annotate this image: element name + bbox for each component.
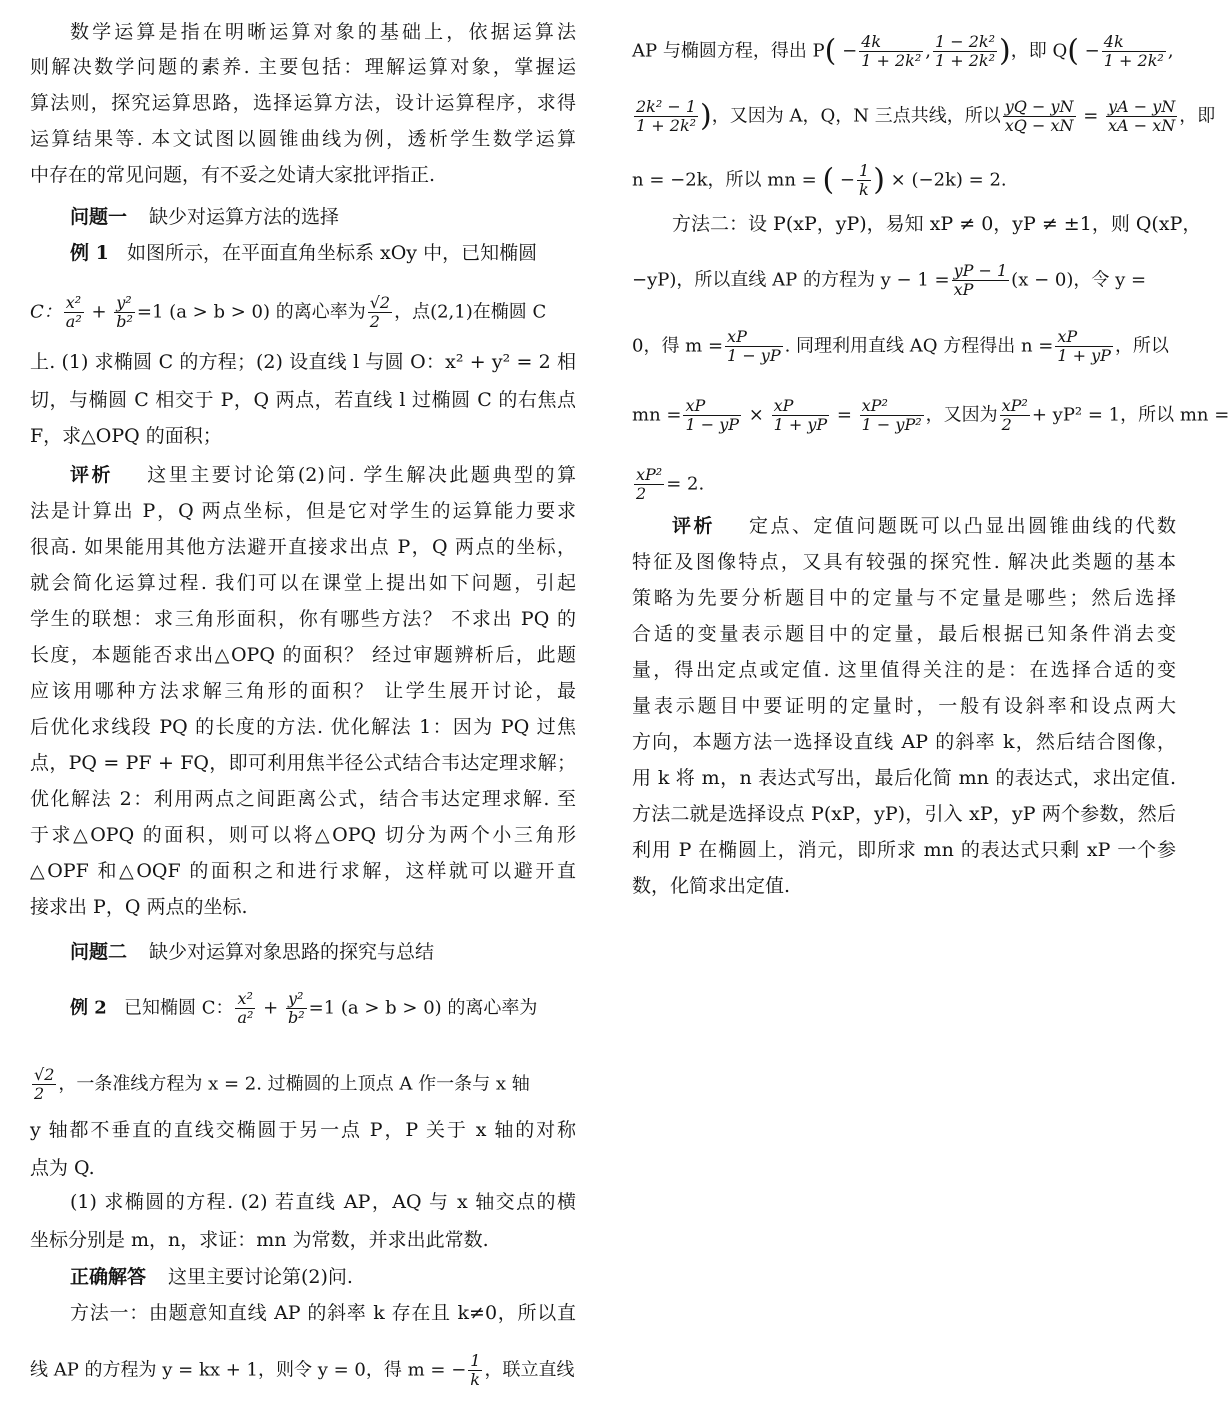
fraction: $\frac{4k}{\text{1 + 2k²}}$ [861,32,922,70]
fraction: $\frac{\text{xP²}}{2}$ [636,465,663,503]
example-text: 如图所示，在平面直角坐标系 xOy 中，已知椭圆 [126,242,538,264]
method-text: . 同理利用直线 AQ 方程得出 n = [784,335,1054,357]
analysis-2-line: 数，化简求出定值. [632,875,791,897]
equation-text: ，点(2,1)在椭圆 C [394,301,547,323]
example-1-line: F，求△OPQ 的面积； [30,425,222,447]
method-text: mn = [632,404,682,426]
analysis-1-line: 点，PQ = PF + FQ，即可利用焦半径公式结合韦达定理求解； [30,752,576,774]
intro-line: 中存在的常见问题，有不妥之处请大家批评指正. [30,164,436,186]
method-text: n = −2k，所以 mn = [632,169,817,191]
example-2-line: 坐标分别是 m，n，求证：mn 为常数，并求出此常数. [30,1229,489,1251]
fraction: $\frac{\text{x²}}{\text{a²}}$ [65,293,82,331]
analysis-1-line: 优化解法 2：利用两点之间距离公式，结合韦达定理求解. 至 [30,788,576,810]
equation-text: =1 (a > b > 0) 的离心率为 [308,997,538,1019]
method-text: ，所以 [1114,335,1169,357]
analysis-2-line: 策略为先要分析题目中的定量与不定量是哪些；然后选择 [632,587,1176,609]
fraction: $\frac{xP}{1 + yP}$ [1057,327,1111,365]
method-text: × (−2k) = 2. [890,169,1007,191]
intro-line: 则解决数学问题的素养. 主要包括：理解运算对象，掌握运 [30,56,576,78]
analysis-1-line: 长度，本题能否求出△OPQ 的面积？ 经过审题辨析后，此题 [30,644,576,666]
example-label: 例 2 [70,997,107,1019]
fraction: $\frac{yA - yN}{xA - xN}$ [1108,97,1176,135]
analysis-1-line: 学生的联想：求三角形面积，你有哪些方法？ 不求出 PQ 的 [30,608,576,630]
fraction: $\frac{\text{y²}}{\text{b²}}$ [116,293,133,331]
method-2-line [632,261,1176,299]
analysis-1-line [30,463,576,487]
analysis-2-line: 用 k 将 m，n 表达式写出，最后化简 mn 的表达式，求出定值. [632,767,1176,789]
section-label: 问题二 [70,941,128,963]
solution-line [30,1351,576,1389]
fraction: $\frac{√2}{2}$ [369,293,391,331]
section-title: 缺少对运算方法的选择 [149,206,340,228]
solution-line: 方法一：由题意知直线 AP 的斜率 k 存在且 k≠0，所以直 [70,1302,576,1324]
example-2-line: 点为 Q. [30,1157,95,1179]
example-2-line: (1) 求椭圆的方程. (2) 若直线 AP，AQ 与 x 轴交点的横 [70,1191,576,1213]
example-text: 已知椭圆 C： [123,997,234,1019]
fraction: $\frac{\text{x²}}{\text{a²}}$ [237,989,254,1027]
fraction: $\frac{\text{xP²}}{\text{1 − yP²}}$ [861,396,922,434]
example-2-line: y 轴都不垂直的直线交椭圆于另一点 P，P 关于 x 轴的对称 [30,1119,576,1141]
analysis-2-line: 方向，本题方法一选择设直线 AP 的斜率 k，然后结合图像， [632,731,1176,753]
fraction: $\frac{4k}{\text{1 + 2k²}}$ [1103,32,1164,70]
method-1-line: AP 与椭圆方程，得出 P( − $\frac{4k}{\text{1 + 2k²}}$ , $\frac{\text{1 − 2k²}}{\text{1 + 2k²}}$ )，即 Q( − $\frac{4k}{\text{1 + 2k²}}$ , [632,32,1174,70]
method-text: = 2. [666,473,705,495]
method-1-line: $\frac{\text{2k² − 1}}{\text{1 + 2k²}}$ )，又因为 A，Q，N 三点共线，所以 $\frac{yQ - yN}{xQ - xN}$ = $\frac{yA - yN}{xA - xN}$ ，即 [636,97,1216,135]
analysis-2-line: 利用 P 在椭圆上，消元，即所求 mn 的表达式只剩 xP 一个参 [632,839,1176,861]
analysis-label: 评析 [70,464,114,486]
method-2-line [632,465,1176,503]
analysis-1-line: △OPF 和△OQF 的面积之和进行求解，这样就可以避开直 [30,860,576,882]
solution-title: 这里主要讨论第(2)问. [168,1266,353,1288]
method-1-line: n = −2k，所以 mn = ( − $\frac{1}{k}$ ) × (−2k) = 2. [632,161,1007,199]
method-text: ，即 Q [1010,40,1068,62]
intro-line: 算法则，探究运算思路，选择运算方法，设计运算程序，求得 [30,92,576,114]
method-2-line: mn = $\frac{xP}{1 - yP}$ × $\frac{xP}{1 + yP}$ = $\frac{\text{xP²}}{\text{1 − yP²}}$ ，又因为 $\frac{\text{xP²}}{2}$ + yP² = 1，所以 mn = [632,396,1229,434]
analysis-text: 这里主要讨论第(2)问. 学生解决此题典型的算 [147,464,576,486]
example-2-line [30,1065,576,1103]
fraction: $\frac{xP}{1 - yP}$ [727,327,781,365]
section-title: 缺少对运算对象思路的探究与总结 [149,941,435,963]
fraction: $\frac{\text{y²}}{\text{b²}}$ [287,989,305,1027]
analysis-2-line: 合适的变量表示题目中的定量，最后根据已知条件消去变 [632,623,1176,645]
solution-label: 正确解答 [70,1266,147,1288]
analysis-1-line: 后优化求线段 PQ 的长度的方法. 优化解法 1：因为 PQ 过焦 [30,716,576,738]
analysis-1-line: 应该用哪种方法求解三角形的面积？ 让学生展开讨论，最 [30,680,576,702]
example-1-line: 切，与椭圆 C 相交于 P，Q 两点，若直线 l 过椭圆 C 的右焦点 [30,389,576,411]
method-text: + yP² = 1，所以 mn = [1031,404,1229,426]
analysis-2-line: 量表示题目中要证明的定量时，一般有设斜率和设点两大 [632,695,1176,717]
method-text: ，又因为 [925,404,998,426]
analysis-2-line [632,514,1176,538]
fraction: $\frac{\text{2k² − 1}}{\text{1 + 2k²}}$ [636,97,697,135]
fraction: $\frac{\text{1 − 2k²}}{\text{1 + 2k²}}$ [934,32,996,70]
example-2-equation-line: 例 2 已知椭圆 C： $\frac{\text{x²}}{\text{a²}}$ + $\frac{\text{y²}}{\text{b²}}$ =1 (a > b > 0) 的离心率为 [70,989,538,1027]
solution-heading [30,1265,576,1289]
analysis-label: 评析 [672,515,715,537]
equation-text: =1 (a > b > 0) 的离心率为 [136,301,366,323]
example-1-line: 上. (1) 求椭圆 C 的方程；(2) 设直线 l 与圆 O：x² + y² = 2 相 [30,351,576,373]
section-heading-2 [30,940,576,964]
method-text: (x − 0)，令 y = [1011,269,1147,291]
example-label: 例 1 [70,242,109,264]
analysis-1-line: 于求△OPQ 的面积，则可以将△OPQ 切分为两个小三角形 [30,824,576,846]
analysis-1-line: 法是计算出 P，Q 两点坐标，但是它对学生的运算能力要求 [30,500,576,522]
analysis-2-line: 特征及图像特点，又具有较强的探究性. 解决此类题的基本 [632,551,1176,573]
analysis-1-line: 很高. 如果能用其他方法避开直接求出点 P，Q 两点的坐标， [30,536,576,558]
method-text: −yP)，所以直线 AP 的方程为 y − 1 = [632,269,950,291]
method-text: 0，得 m = [632,335,724,357]
analysis-text: 定点、定值问题既可以凸显出圆锥曲线的代数 [749,515,1176,537]
analysis-1-line: 接求出 P，Q 两点的坐标. [30,896,248,918]
fraction: $\frac{\text{xP²}}{2}$ [1001,396,1028,434]
example-1-equation-line: C： $\frac{\text{x²}}{\text{a²}}$ + $\frac{\text{y²}}{\text{b²}}$ =1 (a > b > 0) 的离心率为 $\frac{√2}{2}$ ，点(2,1)在椭圆 C [30,293,547,331]
fraction: $\frac{yQ - yN}{xQ - xN}$ [1004,97,1074,135]
analysis-2-line: 量，得出定点或定值. 这里值得关注的是：在选择合适的变 [632,659,1176,681]
example-text: ，一条准线方程为 x = 2. 过椭圆的上顶点 A 作一条与 x 轴 [58,1073,530,1095]
fraction: $\frac{√2}{2}$ [34,1065,55,1103]
solution-text: ，联立直线 [484,1359,575,1381]
method-2-line [632,327,1176,365]
section-label: 问题一 [70,206,128,228]
fraction: $\frac{yP - 1}{xP}$ [953,261,1008,299]
analysis-1-line: 就会简化运算过程. 我们可以在课堂上提出如下问题，引起 [30,572,576,594]
fraction: $\frac{1}{k}$ [859,161,870,199]
fraction: $\frac{xP}{1 - yP}$ [685,396,740,434]
intro-line: 运算结果等. 本文试图以圆锥曲线为例，透析学生数学运算 [30,128,576,150]
intro-line: 数学运算是指在明晰运算对象的基础上，依据运算法 [70,21,576,43]
analysis-2-line: 方法二就是选择设点 P(xP，yP)，引入 xP，yP 两个参数，然后 [632,803,1176,825]
section-heading-1 [30,205,576,229]
ellipse-label: C： [30,301,62,323]
example-1-line [30,241,576,265]
solution-text: 线 AP 的方程为 y = kx + 1，则令 y = 0，得 m = − [30,1359,467,1381]
fraction: $\frac{xP}{1 + yP}$ [773,396,828,434]
method-text: ，又因为 A，Q，N 三点共线，所以 [711,105,1001,127]
method-text: ，即 [1179,105,1216,127]
method-2-line: 方法二：设 P(xP，yP)，易知 xP ≠ 0，yP ≠ ±1，则 Q(xP， [672,213,1202,235]
method-text: AP 与椭圆方程，得出 P [632,40,825,62]
fraction: $\frac{1}{k}$ [470,1351,481,1389]
